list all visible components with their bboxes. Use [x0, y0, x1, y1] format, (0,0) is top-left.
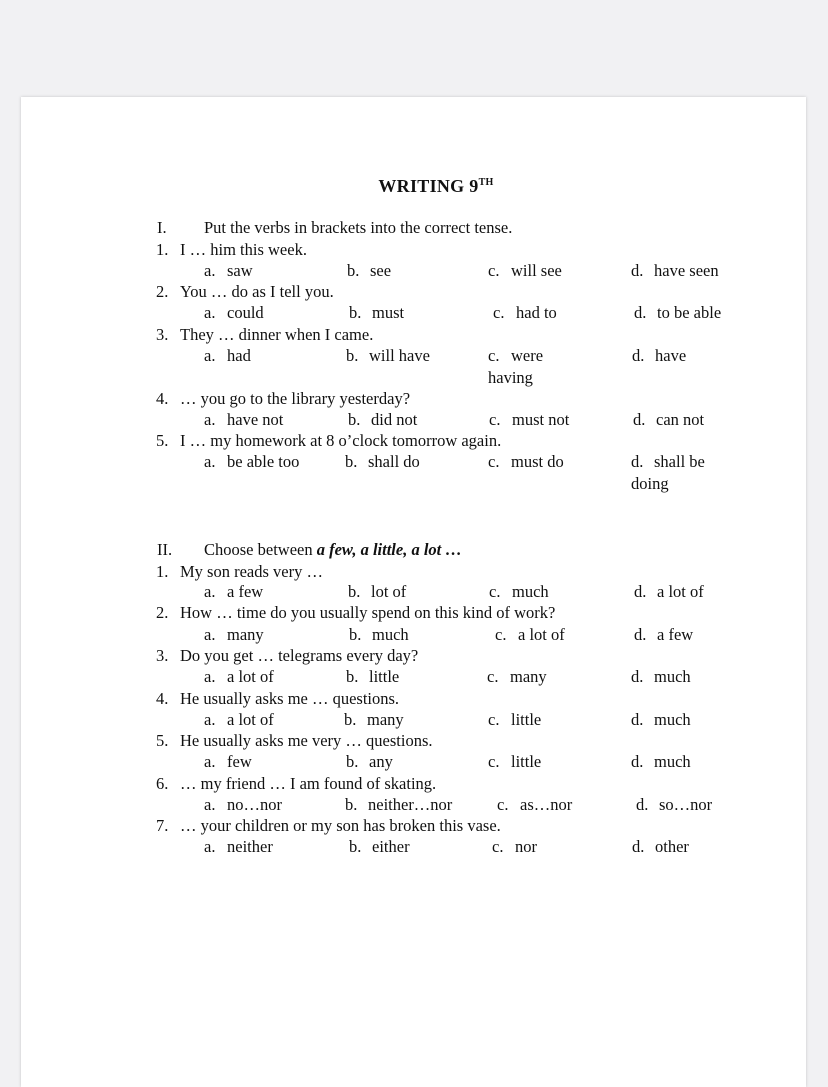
s1-q2-option-c: c. had to	[493, 303, 557, 322]
s1-question-1: 1. I … him this week.	[156, 240, 307, 259]
s2-q6-option-b: b. neither…nor	[345, 795, 453, 814]
s1-q2-option-b: b. must	[349, 303, 405, 322]
s1-q3-option-d: d. have	[632, 346, 687, 365]
s1-q4-option-a: a. have not	[204, 410, 284, 429]
s2-q2-option-b: b. much	[349, 625, 409, 644]
s2-q1-option-c: c. much	[489, 582, 549, 601]
s1-q2-option-a: a. could	[204, 303, 264, 322]
s2-q1-option-d: d. a lot of	[634, 582, 704, 601]
s2-q5-option-c: c. little	[488, 752, 542, 771]
s2-q4-option-c: c. little	[488, 710, 542, 729]
s1-q3-option-b: b. will have	[346, 346, 430, 365]
s2-q6-option-d: d. so…nor	[636, 795, 713, 814]
s1-q1-option-b: b. see	[347, 261, 392, 280]
s1-q3-option-a: a. had	[204, 346, 251, 365]
s1-q1-option-a: a. saw	[204, 261, 253, 280]
s2-q7-option-b: b. either	[349, 837, 410, 856]
s2-q7-option-a: a. neither	[204, 837, 273, 856]
s2-q6-option-c: c. as…nor	[497, 795, 573, 814]
s2-q3-option-d: d. much	[631, 667, 691, 686]
document-title: WRITING 9TH	[378, 176, 494, 196]
s1-q5-option-c: c. must do	[488, 452, 564, 471]
s1-q3-option-c: c. were having	[488, 346, 544, 387]
s2-q3-option-c: c. many	[487, 667, 547, 686]
s1-q1-option-d: d. have seen	[631, 261, 719, 280]
s1-q2-option-d: d. to be able	[634, 303, 722, 322]
s2-q2-option-a: a. many	[204, 625, 264, 644]
s2-question-1: 1. My son reads very …	[156, 562, 323, 581]
s2-question-2: 2. How … time do you usually spend on this kind of work?	[156, 603, 556, 622]
s2-q2-option-d: d. a few	[634, 625, 694, 644]
s2-q5-option-b: b. any	[346, 752, 393, 771]
s2-question-4: 4. He usually asks me … questions.	[156, 689, 400, 708]
s1-question-4: 4. … you go to the library yesterday?	[156, 389, 411, 408]
s2-q1-option-a: a. a few	[204, 582, 264, 601]
s2-q7-option-c: c. nor	[492, 837, 537, 856]
s1-q5-option-a: a. be able too	[204, 452, 300, 471]
s2-question-3: 3. Do you get … telegrams every day?	[156, 646, 419, 665]
s2-q4-option-a: a. a lot of	[204, 710, 274, 729]
s1-question-2: 2. You … do as I tell you.	[156, 282, 334, 301]
s2-q6-option-a: a. no…nor	[204, 795, 282, 814]
s1-q1-option-c: c. will see	[488, 261, 562, 280]
s2-q4-option-d: d. much	[631, 710, 691, 729]
s1-q5-option-b: b. shall do	[345, 452, 420, 471]
s1-q4-option-d: d. can not	[633, 410, 705, 429]
s2-q7-option-d: d. other	[632, 837, 689, 856]
s1-question-5: 5. I … my homework at 8 o’clock tomorrow again.	[156, 431, 502, 450]
s2-q3-option-a: a. a lot of	[204, 667, 274, 686]
s2-q2-option-c: c. a lot of	[495, 625, 565, 644]
s1-question-3: 3. They … dinner when I came.	[156, 325, 374, 344]
s2-q4-option-b: b. many	[344, 710, 404, 729]
s1-q4-option-c: c. must not	[489, 410, 570, 429]
s2-q1-option-b: b. lot of	[348, 582, 407, 601]
s1-q5-option-d: d. shall be doing	[631, 452, 705, 493]
s2-question-7: 7. … your children or my son has broken this vase.	[156, 816, 501, 835]
s2-question-6: 6. … my friend … I am found of skating.	[156, 774, 437, 793]
s1-q4-option-b: b. did not	[348, 410, 418, 429]
s2-q5-option-d: d. much	[631, 752, 691, 771]
s2-q3-option-b: b. little	[346, 667, 400, 686]
s2-q5-option-a: a. few	[204, 752, 252, 771]
s2-question-5: 5. He usually asks me very … questions.	[156, 731, 433, 750]
